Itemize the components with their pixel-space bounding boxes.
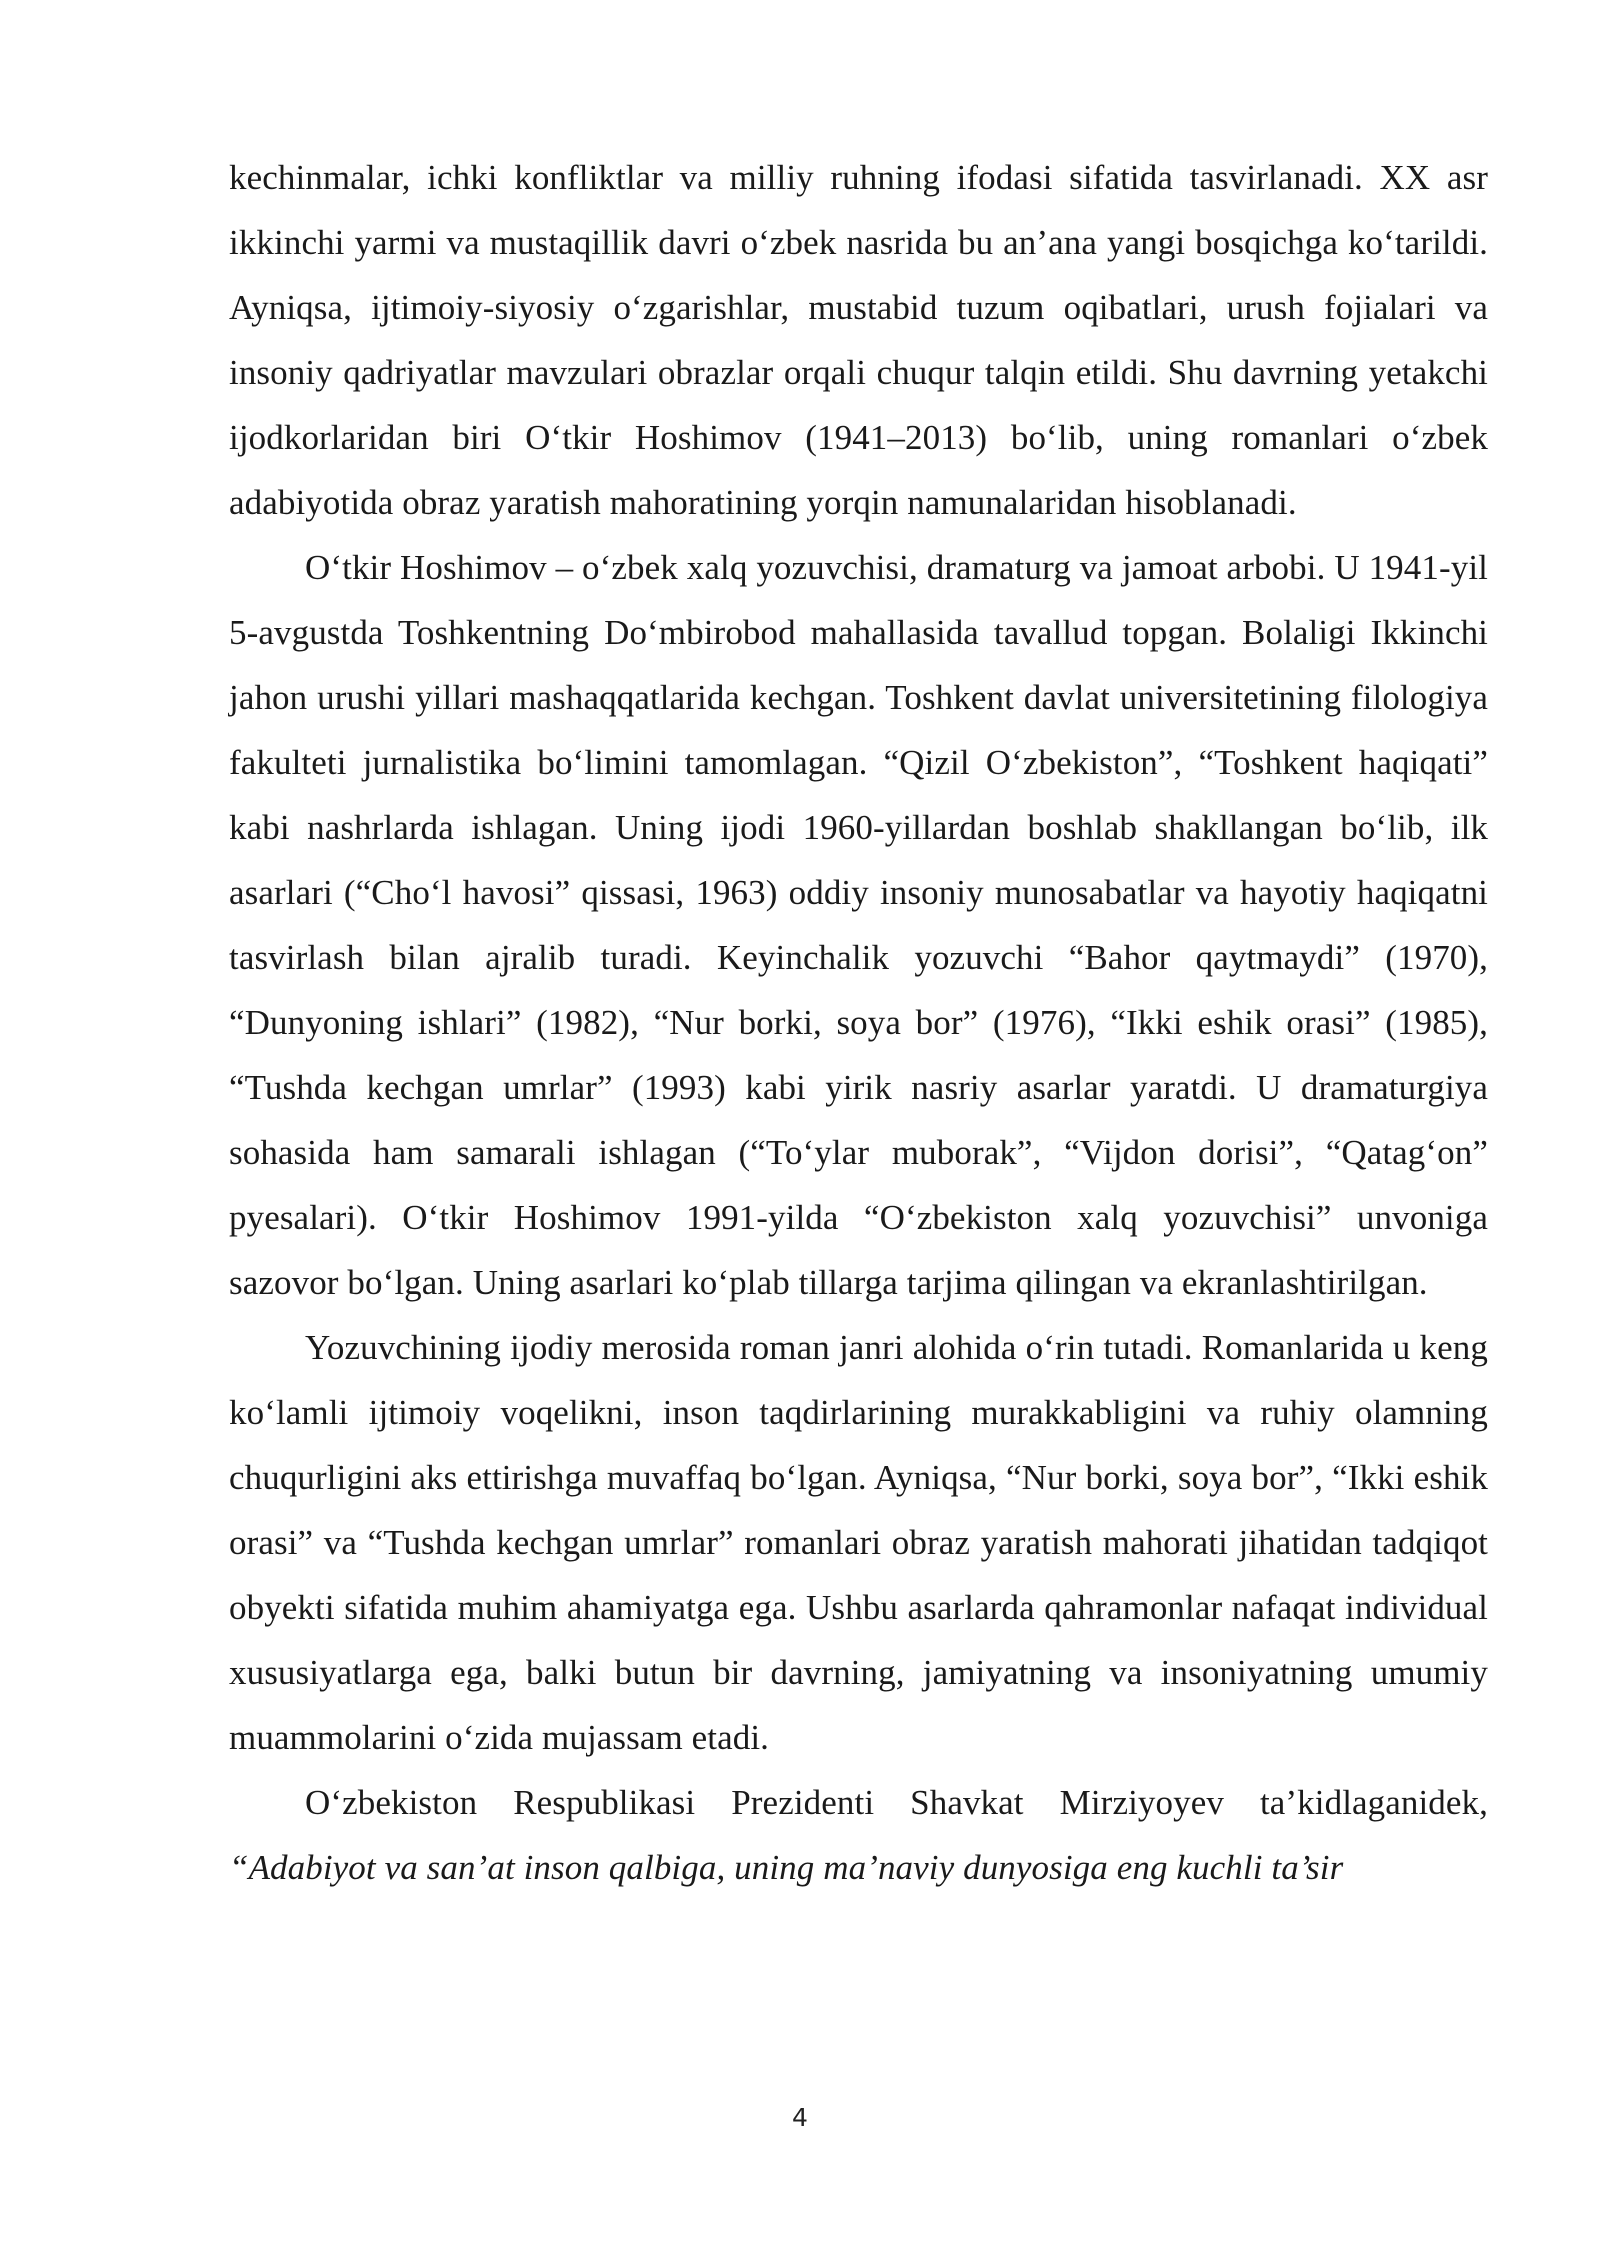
paragraph-4-text: O‘zbekiston Respublikasi Prezidenti Shavkat Mirziyoyev ta’kidlaganidek,	[305, 1783, 1488, 1822]
paragraph-2: O‘tkir Hoshimov – o‘zbek xalq yozuvchisi, dramaturg va jamoat arbobi. U 1941-yil 5-avgustda Toshkentning Do‘mbirobod mahallasida tavallud topgan. Bolaligi Ikkinchi jahon urushi yillari mashaqqatlarida kechgan. Toshkent davlat universitetining filologiya fakulteti jurnalistika bo‘limini tamomlagan. “Qizil O‘zbekiston”, “Toshkent haqiqati” kabi nashrlarda ishlagan. Uning ijodi 1960-yillardan boshlab shakllangan bo‘lib, ilk asarlari (“Cho‘l havosi” qissasi, 1963) oddiy insoniy munosabatlar va hayotiy haqiqatni tasvirlash bilan ajralib turadi. Keyinchalik yozuvchi “Bahor qaytmaydi” (1970), “Dunyoning ishlari” (1982), “Nur borki, soya bor” (1976), “Ikki eshik orasi” (1985), “Tushda kechgan umrlar” (1993) kabi yirik nasriy asarlar yaratdi. U dramaturgiya sohasida ham samarali ishlagan (“To‘ylar muborak”, “Vijdon dorisi”, “Qatag‘on” pyesalari). O‘tkir Hoshimov 1991-yilda “O‘zbekiston xalq yozuvchisi” unvoniga sazovor bo‘lgan. Uning asarlari ko‘plab tillarga tarjima qilingan va ekranlashtirilgan.	[229, 548, 1488, 1302]
paragraph-3: Yozuvchining ijodiy merosida roman janri alohida o‘rin tutadi. Romanlarida u keng ko‘lamli ijtimoiy voqelikni, inson taqdirlarining murakkabligini va ruhiy olamning chuqurligini aks ettirishga muvaffaq bo‘lgan. Ayniqsa, “Nur borki, soya bor”, “Ikki eshik orasi” va “Tushda kechgan umrlar” romanlari obraz yaratish mahorati jihatidan tadqiqot obyekti sifatida muhim ahamiyatga ega. Ushbu asarlarda qahramonlar nafaqat individual xususiyatlarga ega, balki butun bir davrning, jamiyatning va insoniyatning umumiy muammolarini o‘zida mujassam etadi.	[229, 1328, 1488, 1757]
page-number: 4	[792, 2103, 808, 2132]
paragraph-1: kechinmalar, ichki konfliktlar va milliy ruhning ifodasi sifatida tasvirlanadi. XX asr ikkinchi yarmi va mustaqillik davri o‘zbek nasrida bu an’ana yangi bosqichga ko‘tarildi. Ayniqsa, ijtimoiy-siyosiy o‘zgarishlar, mustabid tuzum oqibatlari, urush fojialari va insoniy qadriyatlar mavzulari obrazlar orqali chuqur talqin etildi. Shu davrning yetakchi ijodkorlaridan biri O‘tkir Hoshimov (1941–2013) bo‘lib, uning romanlari o‘zbek adabiyotida obraz yaratish mahoratining yorqin namunalaridan hisoblanadi.	[229, 158, 1488, 522]
paragraph-4	[229, 1770, 1488, 1900]
quote-italic: “Adabiyot va san’at inson qalbiga, uning ma’naviy dunyosiga eng kuchli ta’sir	[229, 1848, 1344, 1887]
document-page	[229, 145, 1488, 1900]
